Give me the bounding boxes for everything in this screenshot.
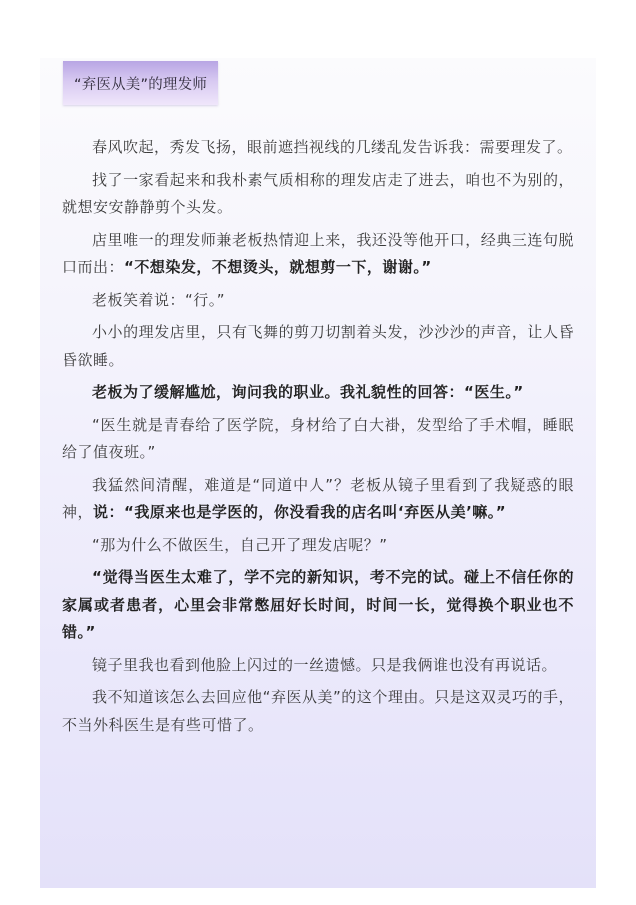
paragraph-11: 镜子里我也看到他脸上闪过的一丝遗憾。只是我俩谁也没有再说话。: [92, 655, 558, 674]
paragraph-8-text: 我猛然间清醒，难道是“同道中人”？老板从镜子里看到了我疑惑的眼神，: [62, 475, 574, 521]
article-card: [40, 58, 596, 888]
paragraph-5: 小小的理发店里，只有飞舞的剪刀切割着头发，沙沙沙的声音，让人昏昏欲睡。: [62, 323, 574, 369]
title-banner: [63, 61, 218, 105]
paragraph-3-text: 店里唯一的理发师兼老板热情迎上来，我还没等他开口，经典三连句脱口而出：: [62, 230, 574, 276]
paragraph-4: 老板笑着说：“行。”: [92, 290, 226, 309]
article-title: “弃医从美”的理发师: [74, 76, 208, 93]
article-body: [62, 134, 574, 739]
paragraph-2: 找了一家看起来和我朴素气质相称的理发店走了进去，咱也不为别的，就想安安静静剪个头发。: [62, 170, 574, 216]
paragraph-7: “医生就是青春给了医学院，身材给了白大褂，发型给了手术帽，睡眠给了值夜班。”: [62, 415, 574, 461]
paragraph-9: “那为什么不做医生，自己开了理发店呢？”: [92, 535, 388, 554]
paragraph-1: 春风吹起，秀发飞扬，眼前遮挡视线的几缕乱发告诉我：需要理发了。: [92, 138, 573, 156]
paragraph-3: [62, 227, 574, 282]
paragraph-3-bold-quote: “不想染发，不想烫头，就想剪一下，谢谢。”: [124, 258, 432, 276]
paragraph-8-bold-quote: 说：“我原来也是学医的，你没看我的店名叫‘弃医从美’嘛。”: [93, 503, 507, 521]
paragraph-10: “觉得当医生太难了，学不完的新知识，考不完的试。碰上不信任你的家属或者患者，心里会非常憋屈好长时间，时间一长，觉得换个职业也不错。”: [62, 568, 574, 641]
paragraph-6: 老板为了缓解尴尬，询问我的职业。我礼貌性的回答：“医生。”: [92, 383, 524, 401]
paragraph-8: [62, 472, 574, 527]
paragraph-12: 我不知道该怎么去回应他“弃医从美”的这个理由。只是这双灵巧的手，不当外科医生是有些可惜了。: [62, 688, 574, 734]
